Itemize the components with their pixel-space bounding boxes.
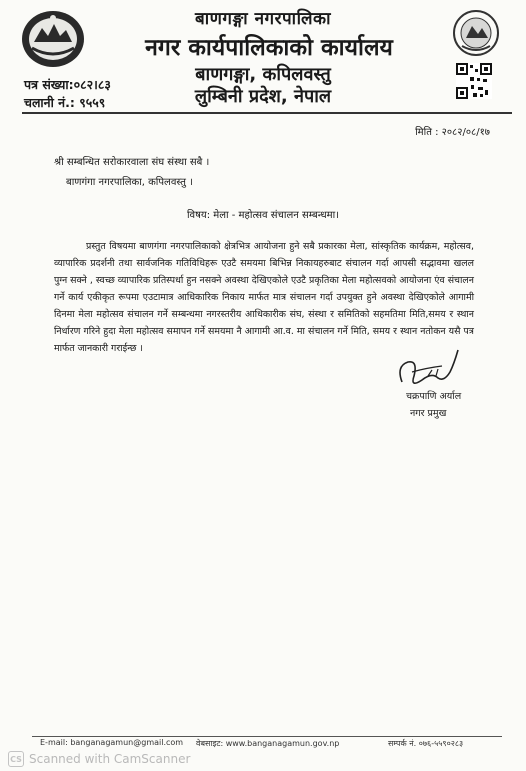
scanner-watermark [8,750,190,768]
signatory-title: नगर प्रमुख [410,408,447,419]
office-place: बाणगङ्गा, कपिलवस्तु [195,64,331,85]
watermark-text: Scanned with CamScanner [29,752,191,766]
footer-phone: सम्पर्क नं. ०७६-५५९०२८३ [388,739,464,748]
footer-email: E-mail: banganagamun@gmail.com [40,738,184,747]
office-province: लुम्बिनी प्रदेश, नेपाल [194,86,332,107]
letter-body: प्रस्तुत विषयमा बाणगंगा नगरपालिकाको क्षेत्रभित्र आयोजना हुने सबै प्रकारका मेला, सांस्कृतिक कार्यक्रम, महोत्सव, व्यापारिक प्रदर्शनी तथा सार्वजनिक गतिविधिहरू एउटै समयमा बिभिन्न निकायहरुबाट संचालन गर्दा आपसी सद्भावमा खलल पुग्न सक्ने , स्वच्छ व्यापारिक प्रतिस्पर्धा हुन नसक्ने अवस्था देखिएकोले एउटै प्रकृतिका मेला महोत्सवको आयोजना एंव संचालन गर्ने कार्य एकीकृत रूपमा एउटामात्र आधिकारिक निकाय मार्फत मात्र संचालन गर्दा उपयुक्त हुने अवस्था देखिएकोले आगामी दिनमा मेला महोत्सव संचालन गर्ने सम्बन्धमा नगरस्तरीय आधिकारीक संघ, संस्था र समितिको सहमतिमा मिति,समय र स्थान निर्धारण गरिने हुदा मेला महोत्सव समापन गर्ने समयमा नै आगामी आ.व. मा संचालन गर्ने मिति, समय र स्थान नतोकन यसै पत्र मार्फत जानकारी गराईन्छ । [54,241,474,354]
footer-divider [32,736,502,737]
camscanner-badge-icon: CS [8,751,24,767]
addressee-line-1: श्री सम्बन्धित सरोकारवाला संघ संस्था सबै । [54,157,210,168]
header-divider [22,112,512,114]
addressee-line-2: बाणगंगा नगरपालिका, कपिलवस्तु । [66,177,193,188]
letter-subject: विषय: मेला - महोत्सव संचालन सम्बन्धमा। [186,210,340,221]
handwritten-signature-icon [392,342,472,394]
dispatch-number: चलानी नं.: ९५५९ [24,95,106,110]
signatory-name: चक्रपाणि अर्याल [406,391,462,402]
office-title: नगर कार्यपालिकाको कार्यालय [145,35,393,61]
municipality-name: बाणगङ्गा नगरपालिका [195,9,331,29]
footer-website: वेबसाइट: www.banganagamun.gov.np [196,739,340,748]
reference-number: पत्र संख्या:०८२।८३ [24,77,111,92]
letter-date: मिति : २०८२/०८/१७ [415,127,490,138]
